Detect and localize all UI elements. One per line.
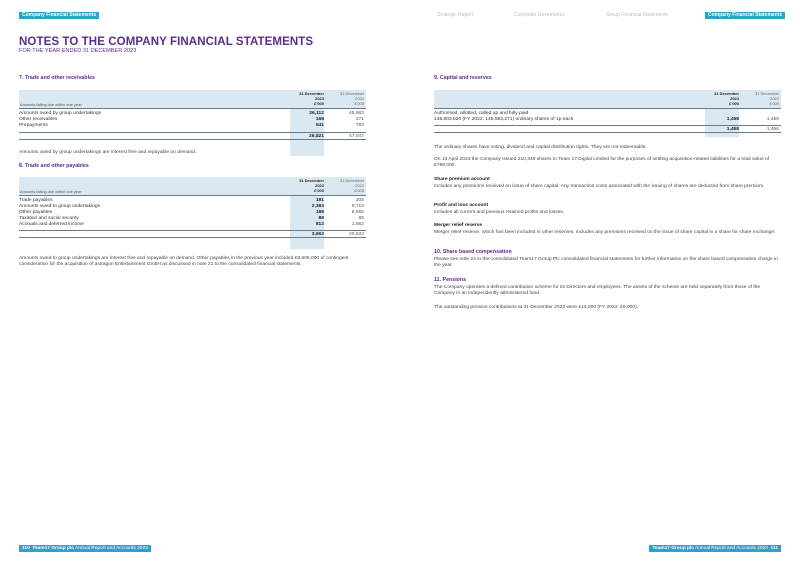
table-caption: Amounts falling due within one year: <box>20 188 83 194</box>
row-value-2023: 541 <box>315 123 324 129</box>
page-subtitle: FOR THE YEAR ENDED 31 DECEMBER 2023 <box>19 48 137 54</box>
payables-table <box>19 177 366 238</box>
row-value-2022: 793 <box>355 123 364 129</box>
table-row <box>19 123 366 129</box>
note9-heading: 9. Capital and reserves <box>434 75 492 81</box>
profit-loss-title: Profit and loss account <box>434 203 489 208</box>
share-premium-text: Includes any premiums received on issue of share capital. Any transaction costs associated with the issuing of shares are deducted from share premium. <box>434 184 765 189</box>
table-total-row <box>434 125 781 133</box>
nav-group-financial-statements[interactable]: Group Financial Statements <box>606 12 668 18</box>
row-value-2023: 168 <box>315 117 324 123</box>
col-2023: 31 December 2023 £'000 <box>299 91 324 106</box>
table-header <box>434 90 781 109</box>
row-value-2022: 271 <box>355 117 364 123</box>
nav-corporate-governance[interactable]: Corporate Governance <box>514 12 565 18</box>
row-label: Other receivables <box>19 117 58 123</box>
row-value-2022: 8,865 <box>351 210 364 216</box>
note11-text2: The outstanding pension contributions at 31 December 2023 were £13,000 (FY 2022: £9,000). <box>434 305 639 310</box>
row-label: Trade payables <box>19 198 53 203</box>
page-number: 111 <box>770 546 778 551</box>
note8-text: Amounts owed to group undertakings are interest free and repayable on demand. Other payables in the previous year included £8,606,000 of contingent consideration for the acquisition of astragon Entertainment GmbH as discussed in note 21 to the consolidated financial statements. <box>19 256 349 268</box>
note7-heading: 7. Trade and other receivables <box>19 75 95 81</box>
col-2022: 31 December 2022 £'000 <box>339 91 364 106</box>
row-label: Authorised, allotted, called up and fully paid <box>434 111 529 116</box>
row-value-2023: 191 <box>315 198 324 203</box>
share-premium-title: Share premium account <box>434 177 490 182</box>
total-2022: 20,533 <box>349 232 364 238</box>
row-value-2022: 1,662 <box>351 222 364 228</box>
note11-heading: 11. Pensions <box>434 277 467 283</box>
row-label: Other payables <box>19 210 53 216</box>
profit-loss-text: Includes all current and previous retained profits and losses. <box>434 210 565 215</box>
row-value-2023: 89 <box>318 216 324 222</box>
row-value-2023: 812 <box>315 222 324 228</box>
row-value-2023: 188 <box>315 210 324 216</box>
total-2023: 1,458 <box>726 127 739 133</box>
merger-relief-title: Merger relief reserve <box>434 223 483 228</box>
capital-table <box>434 90 781 133</box>
table-row <box>434 117 781 123</box>
note10-heading: 10. Share based compensation <box>434 249 512 255</box>
footer-left <box>19 545 151 552</box>
row-value-2023: 26,112 <box>309 111 324 116</box>
row-value-2022: 85 <box>358 216 364 222</box>
note9-para2: On 13 April 2023 the Company issued 210,349 shares to Team 17 Digital Limited for the purposes of settling acquisition-related liabilities for a total value of £799,000. <box>434 157 770 169</box>
table-caption: Amounts falling due within one year: <box>20 101 83 107</box>
total-2022: 47,047 <box>349 134 364 140</box>
nav-strategic-report[interactable]: Strategic Report <box>437 12 474 18</box>
row-label: Amounts owed to group undertakings <box>19 204 101 210</box>
table-total-row <box>19 132 366 140</box>
footer-doc-title: Annual Report and Accounts 2023 <box>75 546 148 551</box>
row-label: Accruals and deferred income <box>19 222 84 228</box>
note11-text1: The Company operates a defined contribution scheme for its Directors and employees. The assets of the scheme are held separately from those of the Company in an independently administered fund. <box>434 285 761 297</box>
row-label: 145,803,620 (FY 2022: 145,593,271) ordinary shares of 1p each <box>434 117 574 123</box>
receivables-table <box>19 90 366 140</box>
note7-text: Amounts owed by group undertakings are interest free and repayable on demand. <box>19 150 197 155</box>
footer-doc-title: Annual Report and Accounts 2023 <box>695 546 768 551</box>
row-value-2022: 1,456 <box>766 117 779 123</box>
row-value-2022: 45,983 <box>349 111 364 116</box>
row-label: Prepayments <box>19 123 48 129</box>
row-value-2023: 2,383 <box>311 204 324 210</box>
merger-relief-text: Merger relief reserve, which has been included in other reserves, includes any premiums received on the issue of share capital in a share for share exchange. <box>434 230 776 235</box>
col-2022: 31 December 2022 £'000 <box>754 91 779 106</box>
page-title: NOTES TO THE COMPANY FINANCIAL STATEMENTS <box>19 36 314 48</box>
footer-brand: Team17 Group plc <box>652 546 694 551</box>
row-value-2022: 9,713 <box>351 204 364 210</box>
note8-heading: 8. Trade and other payables <box>19 163 89 169</box>
row-value-2022: 205 <box>355 198 364 203</box>
nav-company-financial-statements[interactable]: Company Financial Statements <box>705 12 785 19</box>
row-value-2023: 1,458 <box>726 117 739 123</box>
table-row <box>19 222 366 228</box>
col-2023: 31 December 2023 £'000 <box>714 91 739 106</box>
total-2023: 26,821 <box>309 134 324 140</box>
total-2022: 1,456 <box>766 127 779 133</box>
table-total-row <box>19 230 366 238</box>
row-label: Amounts owed by group undertakings <box>19 111 102 116</box>
footer-right <box>649 545 781 552</box>
table-header <box>19 90 366 109</box>
note10-text: Please see note 24 in the consolidated Team17 Group Plc consolidated financial statements for further information on the share based compensation charge in the year. <box>434 257 778 269</box>
right-page <box>400 0 800 565</box>
col-2023: 31 December 2023 £'000 <box>299 178 324 193</box>
footer-brand: Team17 Group plc <box>32 546 74 551</box>
note9-para1: The ordinary shares have voting, dividend and capital distribution rights. They are not redeemable. <box>434 145 647 150</box>
page-number: 110 <box>22 546 30 551</box>
section-tag: Company Financial Statements <box>19 12 99 19</box>
row-label: Taxation and social security <box>19 216 79 222</box>
total-2023: 3,663 <box>311 232 324 238</box>
table-header <box>19 177 366 196</box>
col-2022: 31 December 2022 £'000 <box>339 178 364 193</box>
